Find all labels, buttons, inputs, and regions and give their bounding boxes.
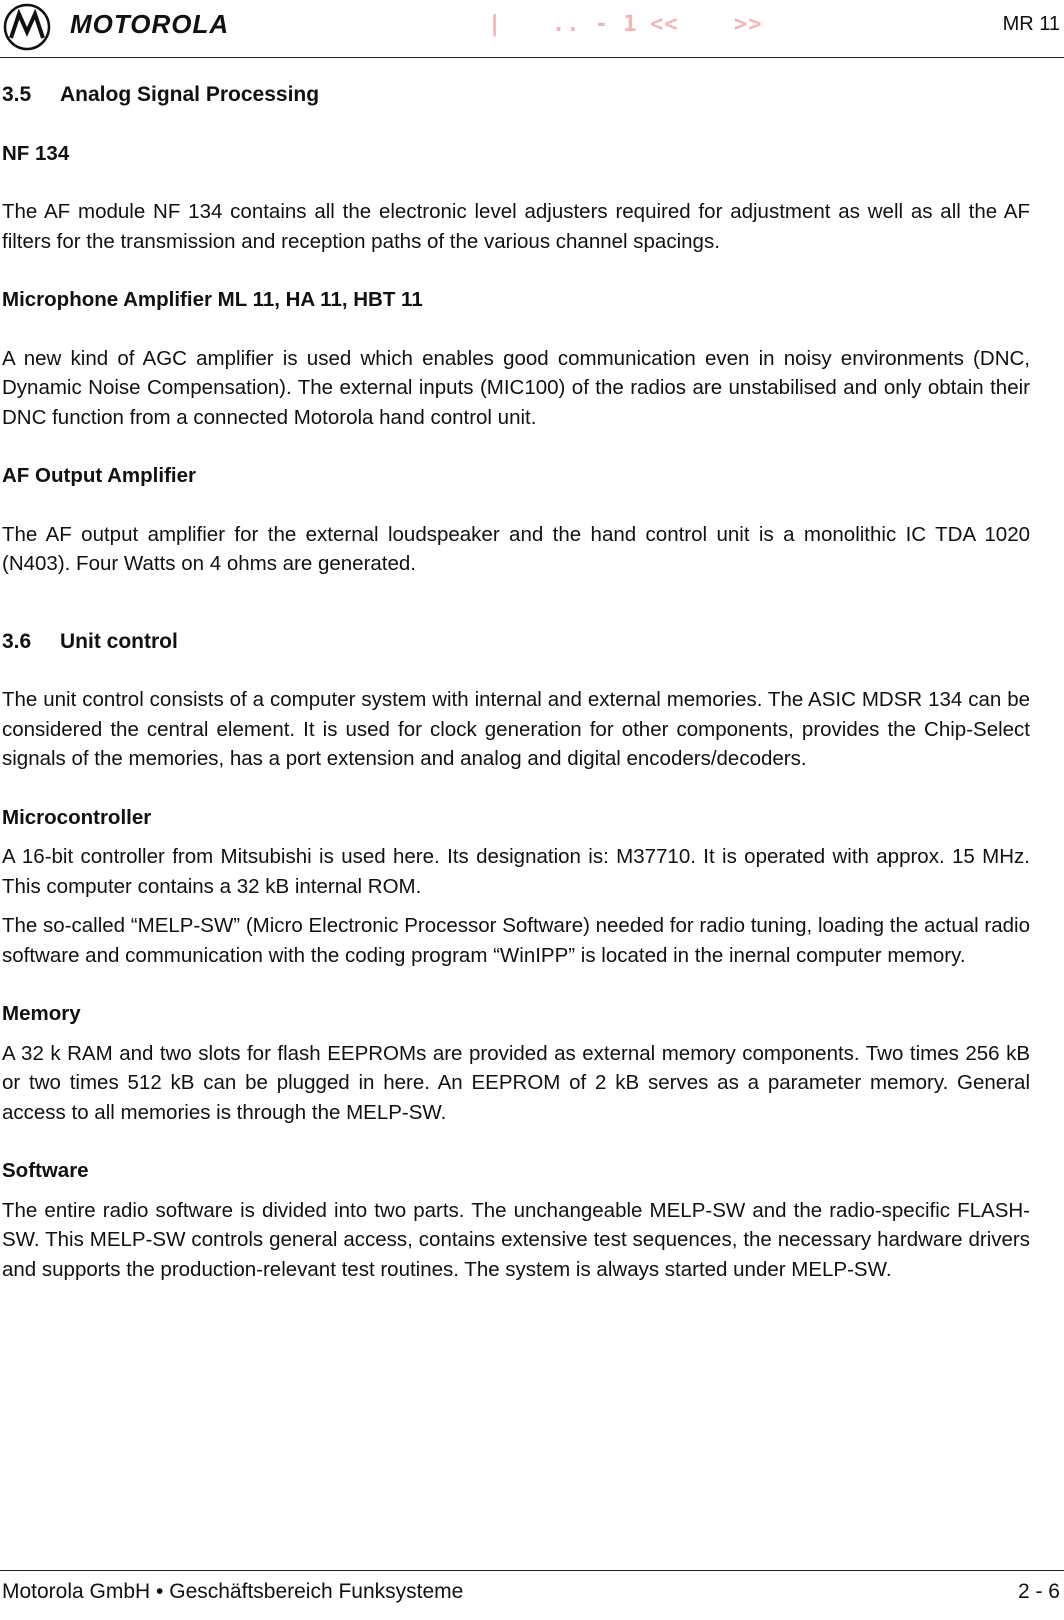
section-heading-3-6 <box>2 627 1030 657</box>
section-title: Unit control <box>60 629 178 653</box>
paragraph-unit-control-intro: The unit control consists of a computer system with internal and external memories. The ASIC MDSR 134 can be considered the central element. It is used for clock generation for other components, provides the Chip-Select signals of the memories, has a port extension and analog and digital encoders/decoders. <box>2 688 1030 770</box>
paragraph-memory: A 32 k RAM and two slots for flash EEPROMs are provided as external memory components. Two times 256 kB or two times 512 kB can be plugged in here. An EEPROM of 2 kB serves as a parameter memory. General access to all memories is through the MELP-SW. <box>2 1041 1030 1124</box>
paragraph-software: The entire radio software is divided into two parts. The unchangeable MELP-SW and the radio-specific FLASH-SW. This MELP-SW controls general access, contains extensive test sequences, the necessary hardware drivers and supports the production-relevant test routines. The system is always started under MELP-SW. <box>2 1198 1030 1281</box>
nav-index-link[interactable]: .. - 1 <box>552 12 638 37</box>
paragraph-nf134: The AF module NF 134 contains all the electronic level adjusters required for adjustment as well as all the AF filters for the transmission and reception paths of the various channel spacings. <box>2 200 1030 253</box>
document-id: MR 11 <box>1002 13 1060 35</box>
brand-wordmark: MOTOROLA <box>70 9 230 39</box>
subheading-microphone-amplifier: Microphone Amplifier ML 11, HA 11, HBT 11 <box>2 288 423 311</box>
subheading-software: Software <box>2 1159 89 1182</box>
paragraph-microphone-amplifier: A new kind of AGC amplifier is used which enables good communication even in noisy environments (DNC, Dynamic Noise Compensation). The external inputs (MIC100) of the radios are unstabilised and only obtain their DNC function from a connected Motorola hand control unit. <box>2 346 1030 429</box>
nav-next-link[interactable]: >> <box>734 12 763 37</box>
header-divider <box>0 57 1064 58</box>
page-number: 2 - 6 <box>1017 1580 1060 1603</box>
paragraph-microcontroller-1: A 16-bit controller from Mitsubishi is used here. Its designation is: M37710. It is operated with approx. 15 MHz. This computer contains a 32 kB internal ROM. <box>2 845 1030 898</box>
subheading-microcontroller: Microcontroller <box>2 805 152 829</box>
footer-company: Motorola GmbH • Geschäftsbereich Funksysteme <box>2 1580 464 1603</box>
page-body <box>2 80 1030 1313</box>
paragraph-microcontroller-2: The so-called “MELP-SW” (Micro Electronic Processor Software) needed for radio tuning, loading the actual radio software and communication with the coding program “WinIPP” is located in the inernal computer memory. <box>2 914 1030 967</box>
nav-previous-link[interactable]: << <box>650 12 679 37</box>
motorola-logo-icon <box>2 2 52 52</box>
subheading-af-output-amplifier: AF Output Amplifier <box>2 464 196 487</box>
section-number: 3.5 <box>2 83 32 106</box>
section-heading-3-5 <box>2 80 1030 110</box>
footer-divider <box>0 1570 1064 1571</box>
subheading-nf134: NF 134 <box>2 141 70 165</box>
nav-first-page-link[interactable]: | <box>488 12 503 37</box>
section-number: 3.6 <box>2 629 32 653</box>
section-title: Analog Signal Processing <box>60 83 320 106</box>
subheading-memory: Memory <box>2 1002 81 1025</box>
page-header <box>0 0 1064 58</box>
paragraph-af-output-amplifier: The AF output amplifier for the external loudspeaker and the hand control unit is a monolithic IC TDA 1020 (N403). Four Watts on 4 ohms are generated. <box>2 522 1030 575</box>
